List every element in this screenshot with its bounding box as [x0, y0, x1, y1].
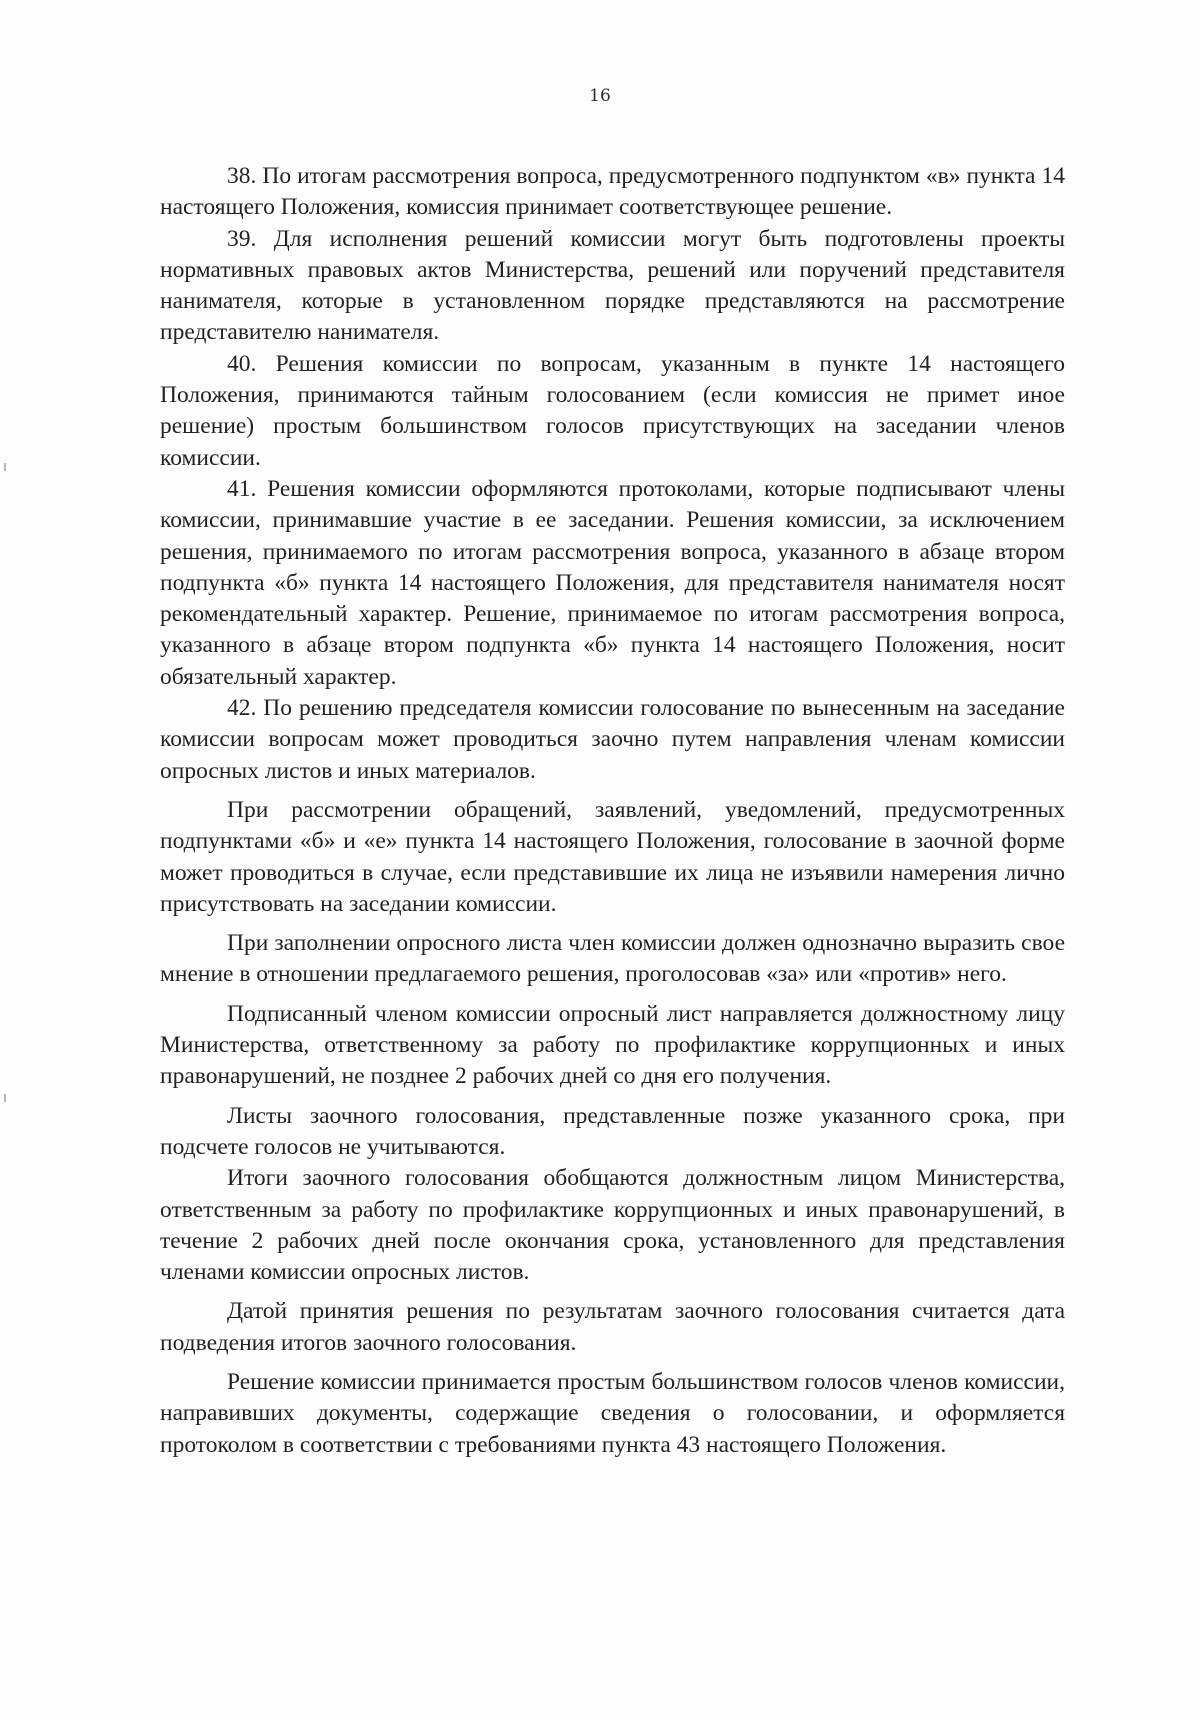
paragraph-42-questionnaire: При заполнении опросного листа член комиссии должен однозначно выразить свое мнение в отношении предлагаемого решения, проголосовав «за» или «против» него.: [160, 930, 1065, 988]
scan-margin-mark: [4, 1094, 6, 1102]
paragraph-42-decision-date: Датой принятия решения по результатам заочного голосования считается дата подведения итогов заочного голосования.: [160, 1298, 1065, 1356]
scan-margin-mark: [4, 463, 6, 471]
paragraph-39: 39. Для исполнения решений комиссии могут быть подготовлены проекты нормативных правовых актов Министерства, решений или поручений представителя нанимателя, которые в установленном порядке представляются на рассмотрение представителю нанимателя.: [160, 225, 1065, 346]
document-body: [160, 161, 1065, 1461]
paragraph-42-consideration: При рассмотрении обращений, заявлений, уведомлений, предусмотренных подпунктами «б» и «е» пункта 14 настоящего Положения, голосование в заочной форме может проводиться в случае, если представившие их лица не изъявили намерения лично присутствовать на заседании комиссии.: [160, 796, 1065, 917]
paragraph-42-signed-sheet: Подписанный членом комиссии опросный лист направляется должностному лицу Министерства, ответственному за работу по профилактике коррупционных и иных правонарушений, не позднее 2 рабочих дней со дня его получения.: [160, 1000, 1065, 1090]
paragraph-42-results: Итоги заочного голосования обобщаются должностным лицом Министерства, ответственным за работу по профилактике коррупционных и иных правонарушений, в течение 2 рабочих дней после окончания срока, установленного для представления членами комиссии опросных листов.: [160, 1165, 1065, 1286]
paragraph-42-late-sheets: Листы заочного голосования, представленные позже указанного срока, при подсчете голосов не учитываются.: [160, 1102, 1065, 1160]
paragraph-42: 42. По решению председателя комиссии голосование по вынесенным на заседание комиссии вопросам может проводиться заочно путем направления членам комиссии опросных листов и иных материалов.: [160, 695, 1065, 784]
paragraph-41: 41. Решения комиссии оформляются протоколами, которые подписывают члены комиссии, принимавшие участие в ее заседании. Решения комиссии, за исключением решения, принимаемого по итогам рассмотрения вопроса, указанного в абзаце втором подпункта «б» пункта 14 настоящего Положения, для представителя нанимателя носят рекомендательный характер. Решение, принимаемое по итогам рассмотрения вопроса, указанного в абзаце втором подпункта «б» пункта 14 настоящего Положения, носит обязательный характер.: [160, 475, 1065, 690]
paragraph-38: 38. По итогам рассмотрения вопроса, предусмотренного подпунктом «в» пункта 14 настоящего Положения, комиссия принимает соответствующее решение.: [160, 163, 1065, 221]
paragraph-42-majority: Решение комиссии принимается простым большинством голосов членов комиссии, направивших документы, содержащие сведения о голосовании, и оформляется протоколом в соответствии с требованиями пункта 43 настоящего Положения.: [160, 1368, 1065, 1458]
page-number: 16: [589, 86, 611, 106]
paragraph-40: 40. Решения комиссии по вопросам, указанным в пункте 14 настоящего Положения, принимаются тайным голосованием (если комиссия не примет иное решение) простым большинством голосов присутствующих на заседании членов комиссии.: [160, 350, 1065, 471]
